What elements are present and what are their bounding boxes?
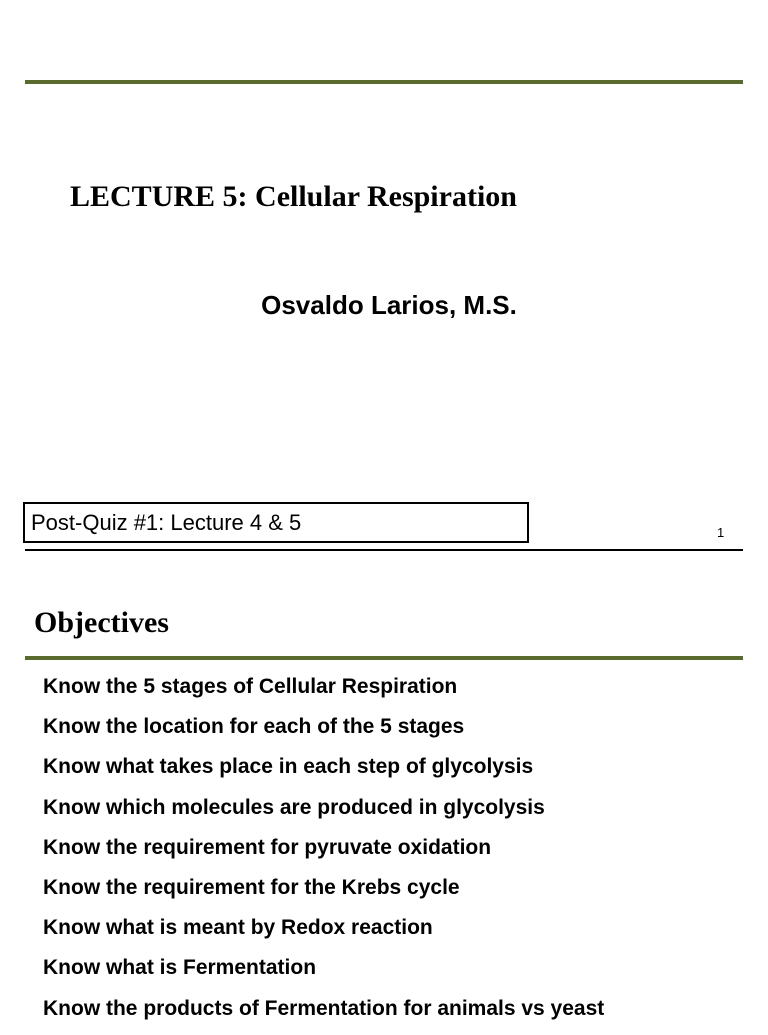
author-name: Osvaldo Larios, M.S. <box>261 290 517 320</box>
objective-item: Know the requirement for the Krebs cycle <box>43 875 460 899</box>
objective-item: Know which molecules are produced in glycolysis <box>43 795 545 819</box>
objectives-accent-rule <box>25 656 743 660</box>
quiz-link-box[interactable] <box>23 502 529 543</box>
objective-item: Know the 5 stages of Cellular Respiration <box>43 675 458 698</box>
page-number: 1 <box>717 525 725 540</box>
objective-item: Know what is Fermentation <box>43 956 317 980</box>
objective-item: Know what takes place in each step of glycolysis <box>43 755 534 779</box>
slide-divider <box>25 549 743 551</box>
objective-item: Know the requirement for pyruvate oxidation <box>43 835 492 859</box>
quiz-label: Post-Quiz #1: Lecture 4 & 5 <box>31 510 302 535</box>
objective-item: Know the location for each of the 5 stages <box>43 715 465 739</box>
objectives-list <box>43 673 604 1035</box>
slide-title: LECTURE 5: Cellular Respiration <box>70 180 517 213</box>
objective-item: Know what is meant by Redox reaction <box>43 916 433 940</box>
top-accent-rule <box>25 80 743 84</box>
objectives-title: Objectives <box>34 606 169 639</box>
objective-item: Know the products of Fermentation for animals vs yeast <box>43 996 605 1020</box>
